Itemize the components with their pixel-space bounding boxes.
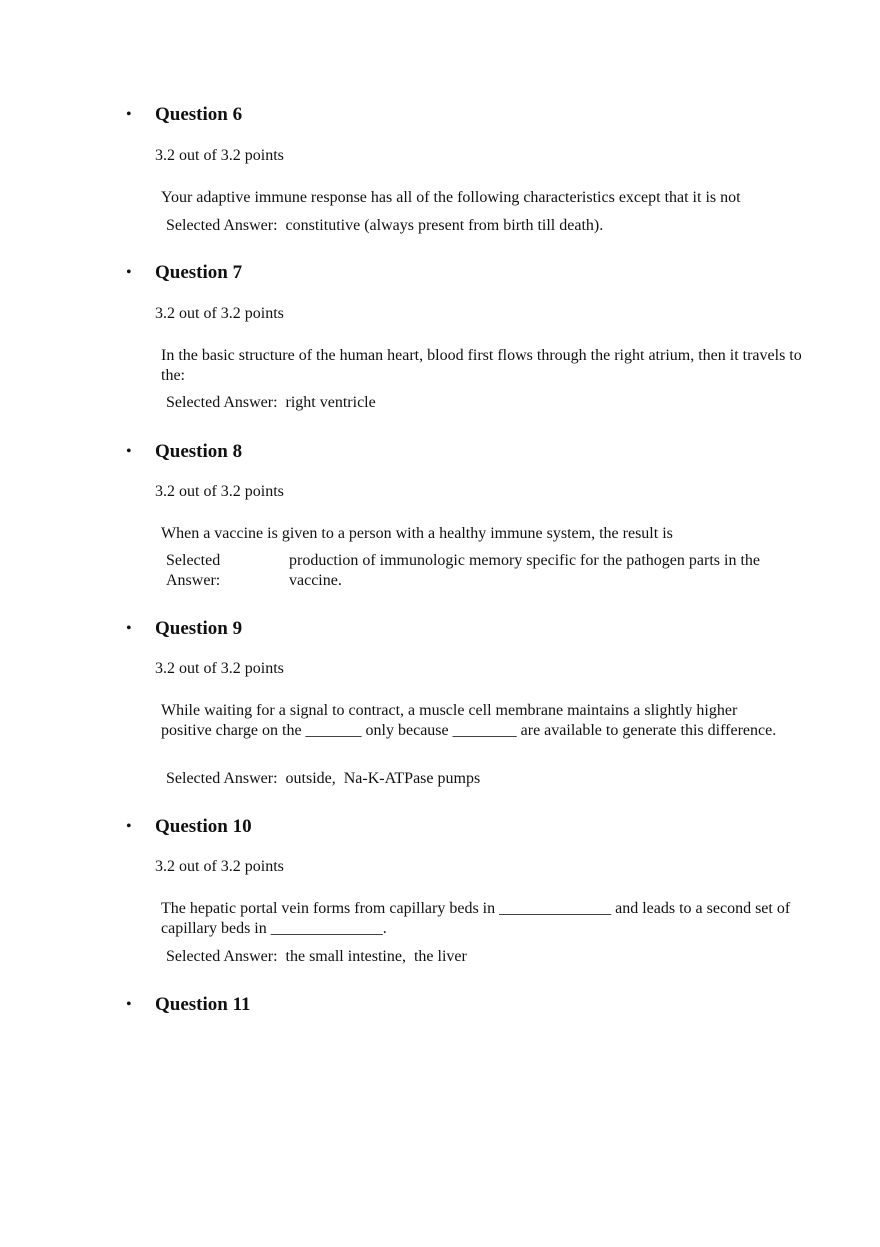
question-points: 3.2 out of 3.2 points bbox=[155, 858, 284, 875]
question-title: Question 8 bbox=[155, 441, 243, 462]
question-text: When a vaccine is given to a person with a healthy immune system, the result is bbox=[161, 525, 673, 542]
answer-value: the small intestine, the liver bbox=[285, 948, 467, 965]
bullet-icon: • bbox=[126, 620, 132, 637]
question-text: While waiting for a signal to contract, a muscle cell membrane maintains a slightly higher positive charge on the _______ only because ________ are available to generate this difference. bbox=[161, 702, 777, 739]
selected-answer bbox=[166, 551, 806, 591]
selected-answer bbox=[166, 393, 376, 413]
bullet-icon: • bbox=[126, 443, 132, 460]
bullet-icon: • bbox=[126, 106, 132, 123]
answer-value: outside, Na-K-ATPase pumps bbox=[285, 770, 481, 787]
selected-answer bbox=[166, 216, 603, 236]
question-points: 3.2 out of 3.2 points bbox=[155, 483, 284, 500]
answer-label: Selected Answer: bbox=[166, 217, 278, 234]
question-text: In the basic structure of the human heart, blood first flows through the right atrium, then it travels to the: bbox=[161, 347, 802, 384]
answer-value: production of immunologic memory specific for the pathogen parts in the vaccine. bbox=[289, 552, 760, 589]
question-points: 3.2 out of 3.2 points bbox=[155, 147, 284, 164]
answer-label: Selected Answer: bbox=[166, 552, 221, 589]
selected-answer bbox=[166, 769, 480, 789]
question-points: 3.2 out of 3.2 points bbox=[155, 305, 284, 322]
bullet-icon: • bbox=[126, 818, 132, 835]
question-text: Your adaptive immune response has all of the following characteristics except that it is not bbox=[161, 189, 741, 206]
answer-label: Selected Answer: bbox=[166, 394, 278, 411]
question-title: Question 6 bbox=[155, 104, 243, 125]
question-points: 3.2 out of 3.2 points bbox=[155, 660, 284, 677]
bullet-icon: • bbox=[126, 264, 132, 281]
question-title: Question 10 bbox=[155, 816, 252, 837]
answer-label: Selected Answer: bbox=[166, 770, 278, 787]
selected-answer bbox=[166, 947, 467, 967]
answer-label: Selected Answer: bbox=[166, 948, 278, 965]
answer-value: right ventricle bbox=[285, 394, 376, 411]
answer-value: constitutive (always present from birth till death). bbox=[285, 217, 604, 234]
question-title: Question 9 bbox=[155, 618, 243, 639]
question-title: Question 11 bbox=[155, 994, 251, 1015]
bullet-icon: • bbox=[126, 996, 132, 1013]
question-title: Question 7 bbox=[155, 262, 243, 283]
question-text: The hepatic portal vein forms from capillary beds in ______________ and leads to a second set of capillary beds in ______________. bbox=[161, 900, 791, 937]
